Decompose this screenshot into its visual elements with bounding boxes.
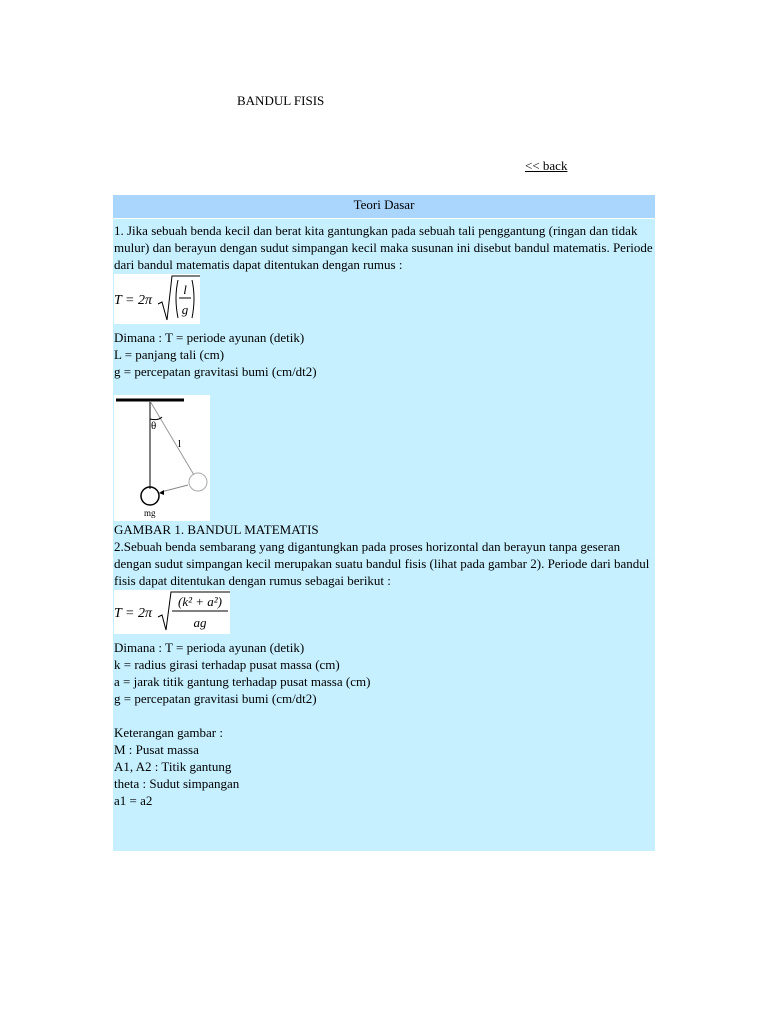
formula-simple-pendulum — [114, 274, 200, 324]
where-1-line-1: Dimana : T = periode ayunan (detik) — [114, 330, 305, 345]
formula-2-lhs: T = 2π — [114, 606, 152, 621]
where-2-line-2: k = radius girasi terhadap pusat massa (cm) — [114, 657, 340, 672]
formula-1-denominator: g — [181, 302, 189, 317]
angle-label: θ — [151, 420, 157, 432]
length-label: l — [178, 438, 182, 450]
figure-caption: GAMBAR 1. BANDUL MATEMATIS — [114, 522, 319, 537]
mass-label: mg — [144, 508, 156, 518]
formula-2-numerator: (k² + a²) — [178, 594, 222, 609]
where-1-line-3: g = percepatan gravitasi bumi (cm/dt2) — [114, 364, 317, 379]
legend-item: a1 = a2 — [114, 793, 153, 808]
legend-title: Keterangan gambar : — [114, 725, 224, 740]
paragraph-1: 1. Jika sebuah benda kecil dan berat kita gantungkan pada sebuah tali penggantung (ringan dan tidak mulur) dan berayun dengan sudut simpangan kecil maka susunan ini disebut bandul matematis. Periode dari bandul matematis dapat ditentukan dengan rumus : — [114, 223, 653, 272]
legend-item: theta : Sudut simpangan — [114, 776, 240, 791]
legend-item: M : Pusat massa — [114, 742, 199, 757]
formula-1-numerator: l — [183, 282, 187, 297]
panel-body — [113, 219, 655, 809]
theory-panel — [113, 195, 655, 851]
back-link[interactable]: << back — [525, 158, 568, 173]
panel-header: Teori Dasar — [113, 195, 655, 219]
legend-item: A1, A2 : Titik gantung — [114, 759, 232, 774]
where-1-line-2: L = panjang tali (cm) — [114, 347, 225, 362]
paragraph-2: 2.Sebuah benda sembarang yang digantungkan pada proses horizontal dan berayun tanpa geseran dengan sudut simpangan kecil merupakan suatu bandul fisis (lihat pada gambar 2). Periode dari bandul fisis dapat ditentukan dengan rumus sebagai berikut : — [114, 539, 650, 588]
pendulum-figure — [114, 395, 210, 521]
page-title: BANDUL FISIS — [237, 93, 325, 108]
formula-2-denominator: ag — [193, 615, 207, 630]
formula-1-lhs: T = 2π — [114, 293, 152, 308]
where-2-line-1: Dimana : T = perioda ayunan (detik) — [114, 640, 305, 655]
formula-physical-pendulum — [114, 590, 230, 634]
where-2-line-3: a = jarak titik gantung terhadap pusat massa (cm) — [114, 674, 371, 689]
where-2-line-4: g = percepatan gravitasi bumi (cm/dt2) — [114, 691, 317, 706]
